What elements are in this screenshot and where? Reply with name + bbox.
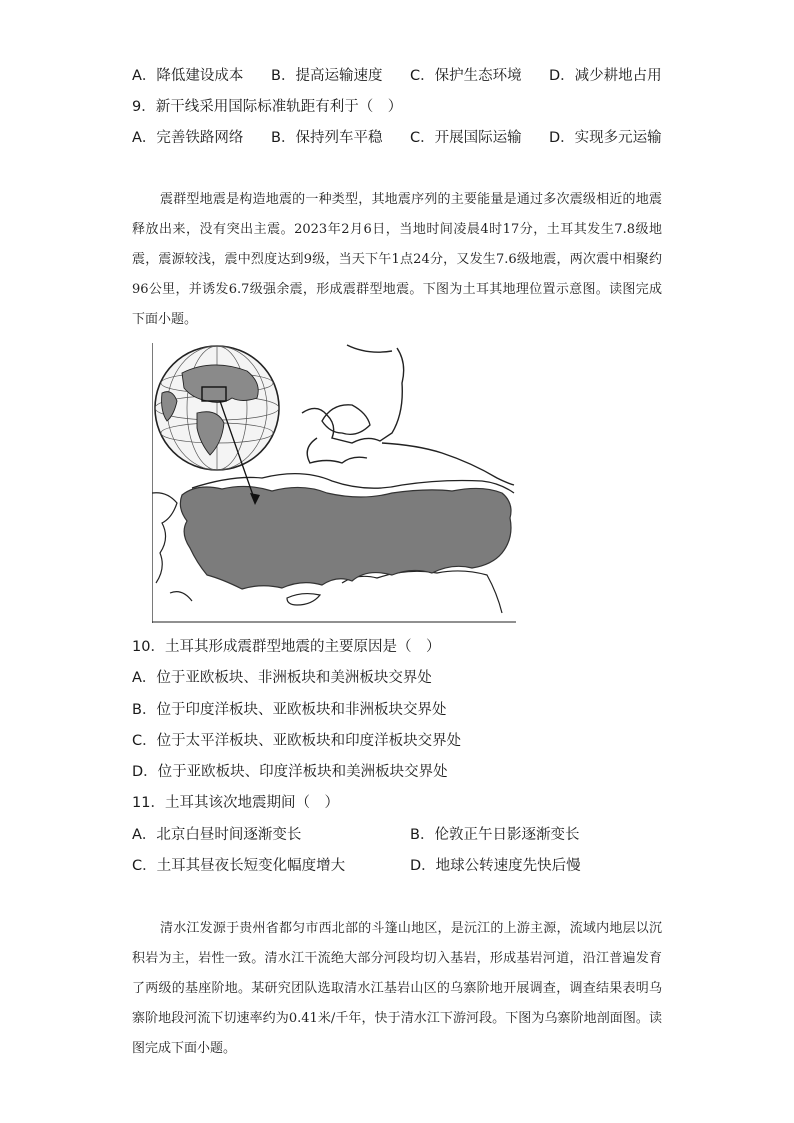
q9-option-d: D．实现多元运输	[549, 130, 662, 146]
q11-option-c: C．土耳其昼夜长短变化幅度增大	[132, 858, 346, 874]
q9-option-a: A．完善铁路网络	[132, 130, 244, 146]
q10-option-a: A．位于亚欧板块、非洲板块和美洲板块交界处	[132, 670, 432, 686]
q11-option-b: B．伦敦正午日影逐渐变长	[410, 827, 580, 843]
q8-option-c: C．保护生态环境	[410, 68, 522, 84]
q9-stem: 9．新干线采用国际标准轨距有利于（ ）	[132, 99, 403, 115]
passage-qingshui-river: 清水江发源于贵州省都匀市西北部的斗篷山地区，是沅江的上游主源，流域内地层以沉积岩为主，岩性一致。清水江干流绝大部分河段均切入基岩，形成基岩河道，沿江普遍发育了两级的基座阶地。某研究团队选取清水江基岩山区的乌寨阶地开展调查，调查结果表明乌寨阶地段河流下切速率约为0.41米/千年，快于清水江下游河段。下图为乌寨阶地剖面图。读图完成下面小题。	[132, 921, 662, 1056]
q10-option-b: B．位于印度洋板块、亚欧板块和非洲板块交界处	[132, 702, 447, 718]
q8-option-d: D．减少耕地占用	[549, 68, 662, 84]
cyprus-island	[287, 594, 320, 605]
q10-option-c: C．位于太平洋板块、亚欧板块和印度洋板块交界处	[132, 733, 462, 749]
crimea-outline	[322, 405, 370, 435]
turkey-landmass	[180, 486, 511, 589]
q8-option-a: A．降低建设成本	[132, 68, 244, 84]
passage-earthquake: 震群型地震是构造地震的一种类型，其地震序列的主要能量是通过多次震级相近的地震释放出来，没有突出主震。2023年2月6日，当地时间凌晨4时17分，土耳其发生7.8级地震，震源较浅，震中烈度达到9级，当天下午1点24分，又发生7.6级地震，两次震中相聚约96公里，并诱发6.7级强余震，形成震群型地震。下图为土耳其地理位置示意图。读图完成下面小题。	[132, 192, 662, 327]
q9-option-b: B．保持列车平稳	[271, 130, 383, 146]
globe-inset	[155, 346, 279, 470]
q8-option-b: B．提高运输速度	[271, 68, 383, 84]
q9-option-c: C．开展国际运输	[410, 130, 522, 146]
q10-option-d: D．位于亚欧板块、印度洋板块和美洲板块交界处	[132, 764, 448, 780]
levant-coastline	[342, 571, 502, 613]
turkey-location-map	[152, 343, 516, 623]
q10-stem: 10．土耳其形成震群型地震的主要原因是（ ）	[132, 639, 441, 655]
q11-stem: 11．土耳其该次地震期间（ ）	[132, 795, 339, 811]
q11-option-a: A．北京白昼时间逐渐变长	[132, 827, 302, 843]
black-sea-coastline	[302, 345, 514, 485]
q11-option-d: D．地球公转速度先快后慢	[410, 858, 581, 874]
